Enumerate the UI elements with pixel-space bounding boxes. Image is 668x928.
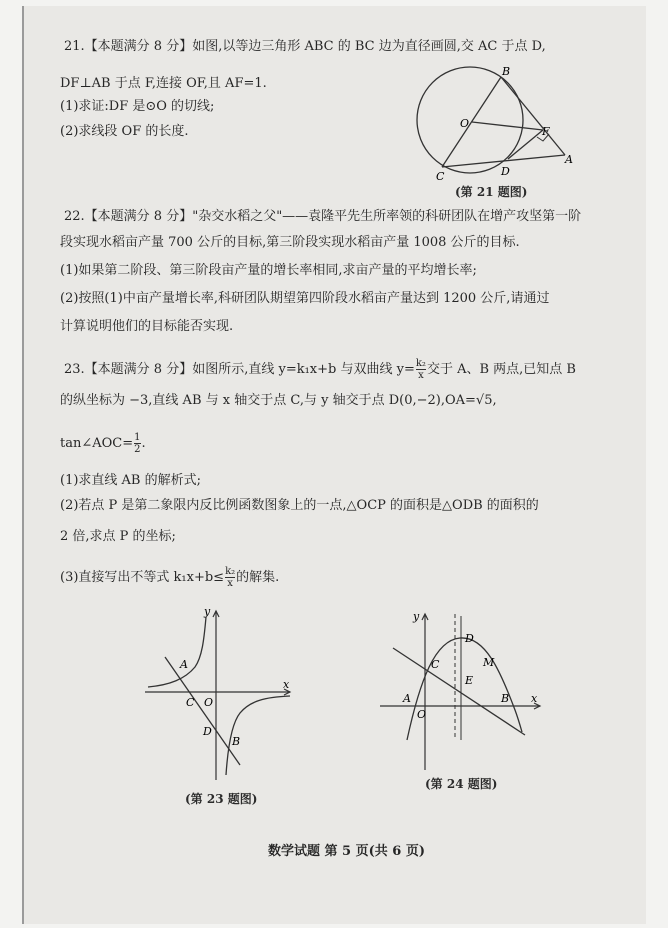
q23-fraction-1 — [416, 358, 426, 381]
q23-line-6: 2 倍,求点 P 的坐标; — [60, 529, 176, 544]
page-footer: 数学试题 第 5 页(共 6 页) — [268, 844, 426, 859]
q23-line-2: 的纵坐标为 −3,直线 AB 与 x 轴交于点 C,与 y 轴交于点 D(0,−2),OA=√5, — [60, 393, 497, 408]
q23-line-1 — [64, 358, 576, 381]
q23-label-B: B — [232, 735, 241, 748]
q23-line-1-a: 23.【本题满分 8 分】如图所示,直线 y=k₁x+b 与双曲线 y= — [64, 362, 415, 377]
q23-fraction-3-den: x — [227, 578, 233, 589]
q24-label-A: A — [403, 692, 411, 705]
q24-label-E: E — [465, 674, 474, 687]
q23-caption: (第 23 题图) — [185, 792, 258, 806]
q24-label-y: y — [413, 610, 420, 623]
q23-part-2: (2)若点 P 是第二象限内反比例函数图象上的一点,△OCP 的面积是△ODB 的面积的 — [60, 498, 539, 513]
q22-line-5: 计算说明他们的目标能否实现. — [60, 319, 234, 334]
q23-label-C: C — [186, 696, 195, 709]
q24-label-C: C — [431, 658, 440, 671]
q22-part-2: (2)按照(1)中亩产量增长率,科研团队期望第四阶段水稻亩产量达到 1200 公斤,请通过 — [60, 291, 550, 306]
q23-line-7-b: 的解集. — [236, 570, 280, 585]
q22-part-1: (1)如果第二阶段、第三阶段亩产量的增长率相同,求亩产量的平均增长率; — [60, 263, 477, 278]
q21-part-1: (1)求证:DF 是⊙O 的切线; — [60, 99, 215, 114]
q23-label-y: y — [204, 605, 211, 618]
q21-line-2: DF⊥AB 于点 F,连接 OF,且 AF=1. — [60, 76, 267, 91]
q21-part-2: (2)求线段 OF 的长度. — [60, 124, 189, 139]
q21-label-A: A — [565, 153, 573, 166]
q22-line-1: 22.【本题满分 8 分】"杂交水稻之父"——袁隆平先生所率领的科研团队在增产攻坚第一阶 — [64, 209, 582, 224]
q23-line-7-a: (3)直接写出不等式 k₁x+b≤ — [60, 570, 225, 585]
q23-fraction-1-den: x — [418, 370, 424, 381]
q21-label-B: B — [502, 65, 511, 78]
q21-label-D: D — [501, 165, 510, 178]
q24-label-M: M — [483, 656, 495, 669]
q21-figure — [410, 65, 590, 190]
q23-label-D: D — [203, 725, 212, 738]
q24-label-O: O — [417, 708, 427, 721]
q23-part-1: (1)求直线 AB 的解析式; — [60, 473, 202, 488]
q23-fraction-1-num: k₂ — [415, 358, 426, 369]
q23-line-3 — [60, 432, 146, 455]
q22-line-2: 段实现水稻亩产量 700 公斤的目标,第三阶段实现水稻亩产量 1008 公斤的目标. — [60, 235, 520, 250]
q21-line-1: 21.【本题满分 8 分】如图,以等边三角形 ABC 的 BC 边为直径画圆,交 AC 于点 D, — [64, 39, 546, 54]
q24-label-B: B — [501, 692, 510, 705]
q23-fraction-2 — [134, 432, 140, 455]
q24-figure — [375, 610, 545, 775]
q23-figure — [140, 605, 295, 785]
q21-caption: (第 21 题图) — [455, 185, 528, 199]
q23-label-O: O — [204, 696, 214, 709]
q23-fraction-3-num: k₂ — [225, 566, 236, 577]
q23-line-1-b: 交于 A、B 两点,已知点 B — [426, 362, 576, 377]
q21-label-F: F — [542, 125, 550, 138]
q21-label-C: C — [436, 170, 445, 183]
q23-line-3-a: tan∠AOC= — [60, 436, 134, 451]
q24-caption: (第 24 题图) — [425, 777, 498, 791]
q23-part-3 — [60, 566, 279, 589]
q23-fraction-3 — [225, 566, 235, 589]
q23-label-A: A — [180, 658, 188, 671]
q23-fraction-2-den: 2 — [134, 444, 141, 455]
q23-line-3-b: . — [141, 436, 146, 451]
q24-label-D: D — [465, 632, 474, 645]
q23-fraction-2-num: 1 — [134, 432, 141, 443]
q23-label-x: x — [283, 678, 290, 691]
q24-label-x: x — [531, 692, 538, 705]
q21-label-O: O — [460, 117, 470, 130]
